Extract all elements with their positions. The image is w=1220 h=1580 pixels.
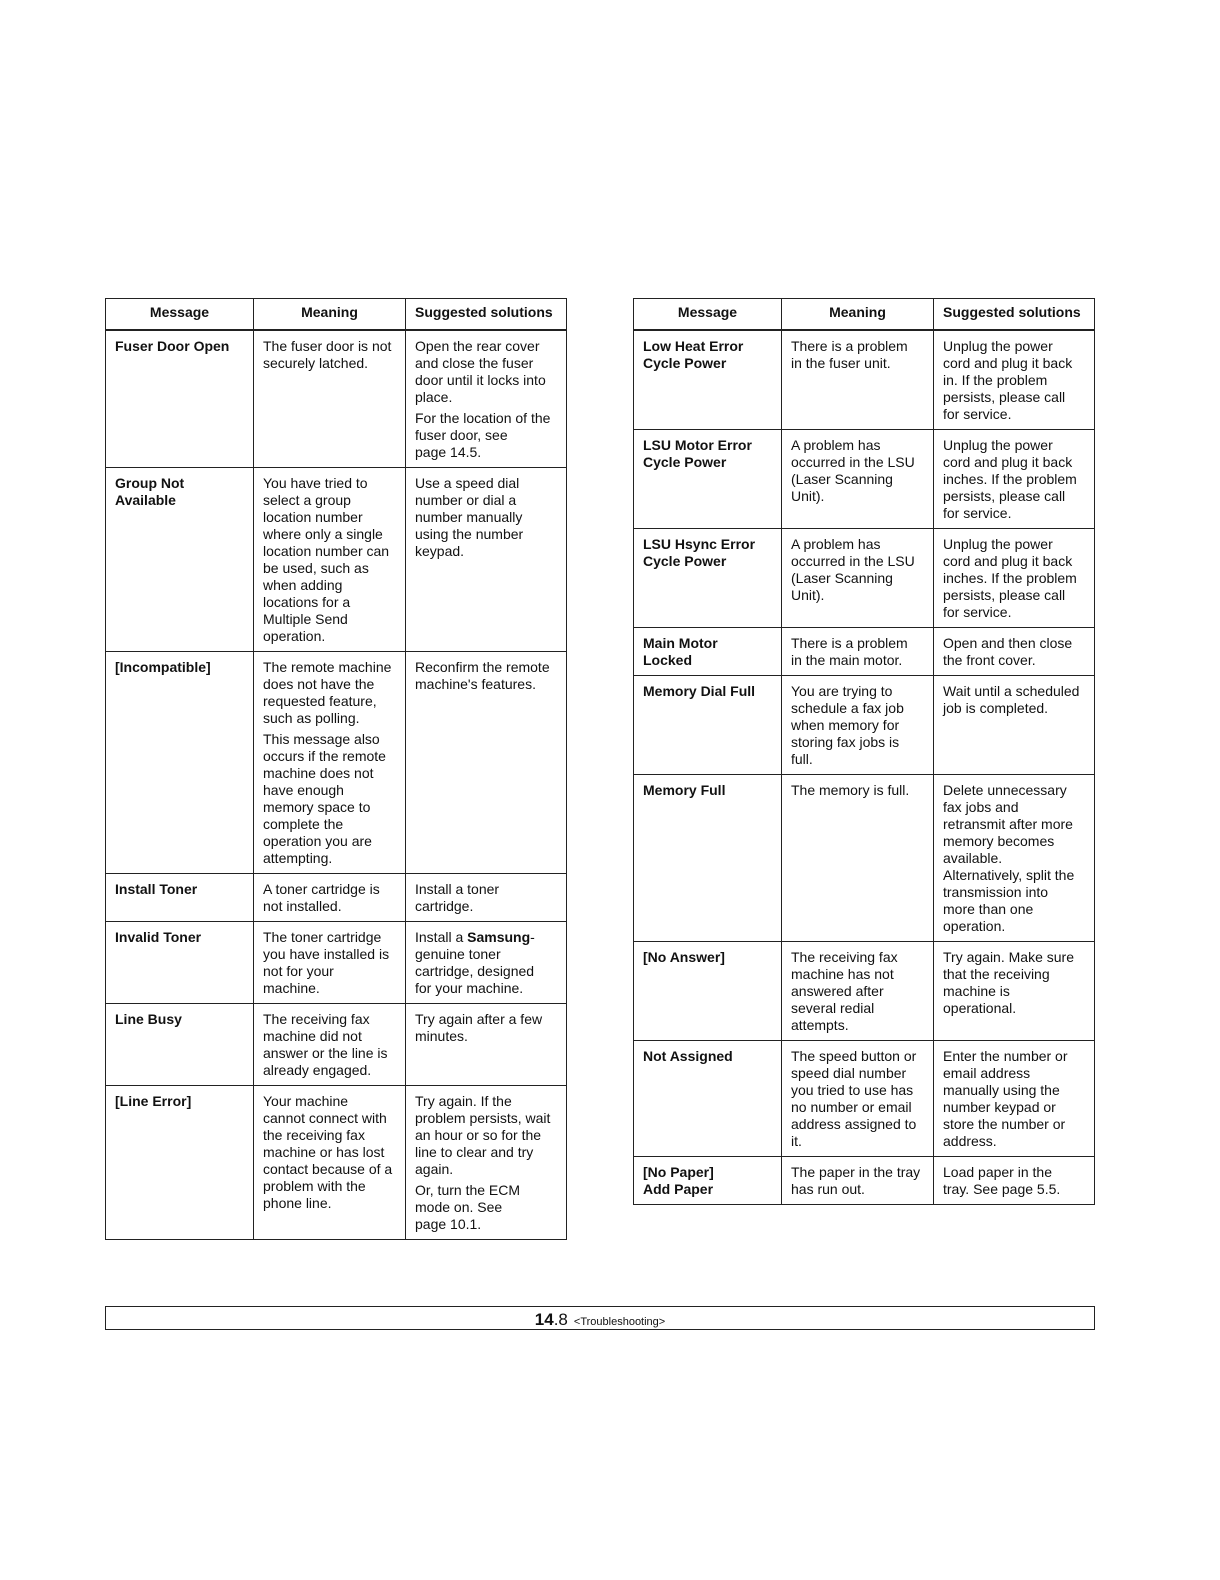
meaning-text: There is a problem in the main motor. xyxy=(791,635,908,668)
table-header-row xyxy=(106,299,567,331)
message-cell xyxy=(106,1086,254,1240)
meaning-cell xyxy=(254,1004,406,1086)
footer-label xyxy=(106,1310,1094,1330)
message-cell xyxy=(634,942,782,1041)
header-meaning: Meaning xyxy=(782,299,934,331)
solution-text xyxy=(415,929,560,997)
meaning-cell xyxy=(254,874,406,922)
table-row xyxy=(106,468,567,652)
message-cell xyxy=(106,330,254,468)
message-cell xyxy=(634,330,782,430)
header-suggested-solutions: Suggested solutions xyxy=(406,299,567,331)
message-cell xyxy=(106,922,254,1004)
table-row xyxy=(634,430,1095,529)
meaning-cell xyxy=(254,922,406,1004)
solution-cell xyxy=(406,468,567,652)
message-cell xyxy=(634,676,782,775)
solution-cell xyxy=(406,922,567,1004)
solution-text-post: - genuine toner cartridge, designed for your machine. xyxy=(415,929,535,996)
table-header-row xyxy=(634,299,1095,331)
table-row xyxy=(106,652,567,874)
message-cell xyxy=(106,1004,254,1086)
solution-cell xyxy=(934,775,1095,942)
solution-text: Use a speed dial number or dial a number manually using the number keypad. xyxy=(415,475,524,559)
message-text: Group Not Available xyxy=(115,475,185,508)
meaning-cell xyxy=(782,676,934,775)
meaning-text: A problem has occurred in the LSU (Laser Scanning Unit). xyxy=(791,536,915,603)
meaning-text: A toner cartridge is not installed. xyxy=(263,881,380,914)
meaning-text: A problem has occurred in the LSU (Laser Scanning Unit). xyxy=(791,437,915,504)
solution-text: Try again. Make sure that the receiving machine is operational. xyxy=(943,949,1074,1016)
message-cell xyxy=(634,430,782,529)
table-row xyxy=(634,1041,1095,1157)
meaning-cell xyxy=(254,652,406,874)
meaning-cell xyxy=(254,1086,406,1240)
solution-text: Unplug the power cord and plug it back in. If the problem persists, please call for service. xyxy=(943,338,1073,422)
solution-text: Reconfirm the remote machine's features. xyxy=(415,659,550,692)
solution-cell xyxy=(934,1041,1095,1157)
solution-cell xyxy=(934,676,1095,775)
solution-text: Unplug the power cord and plug it back inches. If the problem persists, please call for service. xyxy=(943,536,1077,620)
right-message-table xyxy=(633,298,1095,1205)
message-text: Invalid Toner xyxy=(115,929,202,945)
solution-cell xyxy=(934,330,1095,430)
meaning-cell xyxy=(782,628,934,676)
table-row xyxy=(634,330,1095,430)
solution-cell xyxy=(406,330,567,468)
meaning-text: The fuser door is not securely latched. xyxy=(263,338,392,371)
message-text: Main Motor Locked xyxy=(643,635,718,668)
meaning-cell xyxy=(782,529,934,628)
table-row xyxy=(106,874,567,922)
page-number-minor: .8 xyxy=(553,1310,568,1329)
message-text: Not Assigned xyxy=(643,1048,733,1064)
solution-cell xyxy=(934,529,1095,628)
solution-cell xyxy=(934,1157,1095,1205)
solution-cell xyxy=(934,942,1095,1041)
meaning-text: The paper in the tray has run out. xyxy=(791,1164,921,1197)
meaning-text: You are trying to schedule a fax job when memory for storing fax jobs is full. xyxy=(791,683,904,767)
message-cell xyxy=(634,628,782,676)
meaning-cell xyxy=(782,942,934,1041)
left-message-table xyxy=(105,298,567,1240)
message-cell xyxy=(634,1157,782,1205)
meaning-text: The receiving fax machine did not answer or the line is already engaged. xyxy=(263,1011,388,1078)
table-row xyxy=(106,1086,567,1240)
message-text: Fuser Door Open xyxy=(115,338,230,354)
table-row xyxy=(634,775,1095,942)
solution-cell xyxy=(406,652,567,874)
solution-text: Open the rear cover and close the fuser door until it locks into place. xyxy=(415,338,546,405)
message-text: [No Answer] xyxy=(643,949,725,965)
meaning-cell xyxy=(254,468,406,652)
solution-text: Or, turn the ECM mode on. See page 10.1. xyxy=(415,1182,521,1232)
message-text: LSU Hsync Error Cycle Power xyxy=(643,536,756,569)
message-cell xyxy=(634,1041,782,1157)
solution-cell xyxy=(406,1086,567,1240)
message-text: Install Toner xyxy=(115,881,198,897)
meaning-text: The remote machine does not have the requested feature, such as polling. xyxy=(263,659,392,726)
solution-text: Load paper in the tray. See page 5.5. xyxy=(943,1164,1061,1197)
table-row xyxy=(634,529,1095,628)
table-row xyxy=(634,628,1095,676)
message-cell xyxy=(106,468,254,652)
solution-text: Open and then close the front cover. xyxy=(943,635,1073,668)
message-cell xyxy=(106,874,254,922)
header-suggested-solutions: Suggested solutions xyxy=(934,299,1095,331)
table-row xyxy=(106,922,567,1004)
meaning-text: The memory is full. xyxy=(791,782,910,798)
meaning-text: You have tried to select a group location number where only a single location number can be used, such as when adding locations for a Multiple Send operation. xyxy=(263,475,390,644)
meaning-cell xyxy=(782,775,934,942)
section-name: <Troubleshooting> xyxy=(573,1316,666,1328)
meaning-text: The speed button or speed dial number you tried to use has no number or email address assigned to it. xyxy=(791,1048,917,1149)
solution-cell xyxy=(934,430,1095,529)
solution-text: Wait until a scheduled job is completed. xyxy=(943,683,1080,716)
table-row xyxy=(106,1004,567,1086)
message-text: [Incompatible] xyxy=(115,659,211,675)
solution-text: Enter the number or email address manually using the number keypad or store the number or address. xyxy=(943,1048,1068,1149)
page-footer xyxy=(105,1306,1095,1330)
message-cell xyxy=(106,652,254,874)
message-text: [Line Error] xyxy=(115,1093,192,1109)
solution-text: Delete unnecessary fax jobs and retransmit after more memory becomes available. Alternatively, split the transmission into more than one operation. xyxy=(943,782,1075,934)
meaning-text: Your machine cannot connect with the receiving fax machine or has lost contact because of a problem with the phone line. xyxy=(263,1093,393,1211)
solution-cell xyxy=(406,1004,567,1086)
solution-cell xyxy=(406,874,567,922)
meaning-cell xyxy=(254,330,406,468)
meaning-text: This message also occurs if the remote machine does not have enough memory space to complete the operation you are attempting. xyxy=(263,731,386,866)
message-text: Memory Dial Full xyxy=(643,683,756,699)
solution-text: Try again. If the problem persists, wait an hour or so for the line to clear and try again. xyxy=(415,1093,551,1177)
meaning-cell xyxy=(782,1041,934,1157)
message-text: LSU Motor Error Cycle Power xyxy=(643,437,752,470)
table-row xyxy=(634,1157,1095,1205)
solution-text: Install a toner cartridge. xyxy=(415,881,500,914)
header-message: Message xyxy=(634,299,782,331)
meaning-cell xyxy=(782,430,934,529)
meaning-cell xyxy=(782,1157,934,1205)
header-message: Message xyxy=(106,299,254,331)
solution-cell xyxy=(934,628,1095,676)
solution-text: Try again after a few minutes. xyxy=(415,1011,543,1044)
brand-name: Samsung xyxy=(467,929,531,945)
message-cell xyxy=(634,775,782,942)
meaning-text: There is a problem in the fuser unit. xyxy=(791,338,908,371)
meaning-text: The receiving fax machine has not answered after several redial attempts. xyxy=(791,949,898,1033)
header-meaning: Meaning xyxy=(254,299,406,331)
message-cell xyxy=(634,529,782,628)
meaning-text: The toner cartridge you have installed is not for your machine. xyxy=(263,929,390,996)
table-row xyxy=(634,942,1095,1041)
table-row xyxy=(106,330,567,468)
solution-text: For the location of the fuser door, see page 14.5. xyxy=(415,410,551,460)
table-row xyxy=(634,676,1095,775)
page-number-major: 14 xyxy=(534,1310,554,1329)
page-number xyxy=(535,1310,568,1329)
message-text: [No Paper] Add Paper xyxy=(643,1164,714,1197)
message-text: Memory Full xyxy=(643,782,726,798)
solution-text-pre: Install a xyxy=(415,929,468,945)
message-text: Low Heat Error Cycle Power xyxy=(643,338,744,371)
message-text: Line Busy xyxy=(115,1011,182,1027)
meaning-cell xyxy=(782,330,934,430)
solution-text: Unplug the power cord and plug it back inches. If the problem persists, please call for service. xyxy=(943,437,1077,521)
